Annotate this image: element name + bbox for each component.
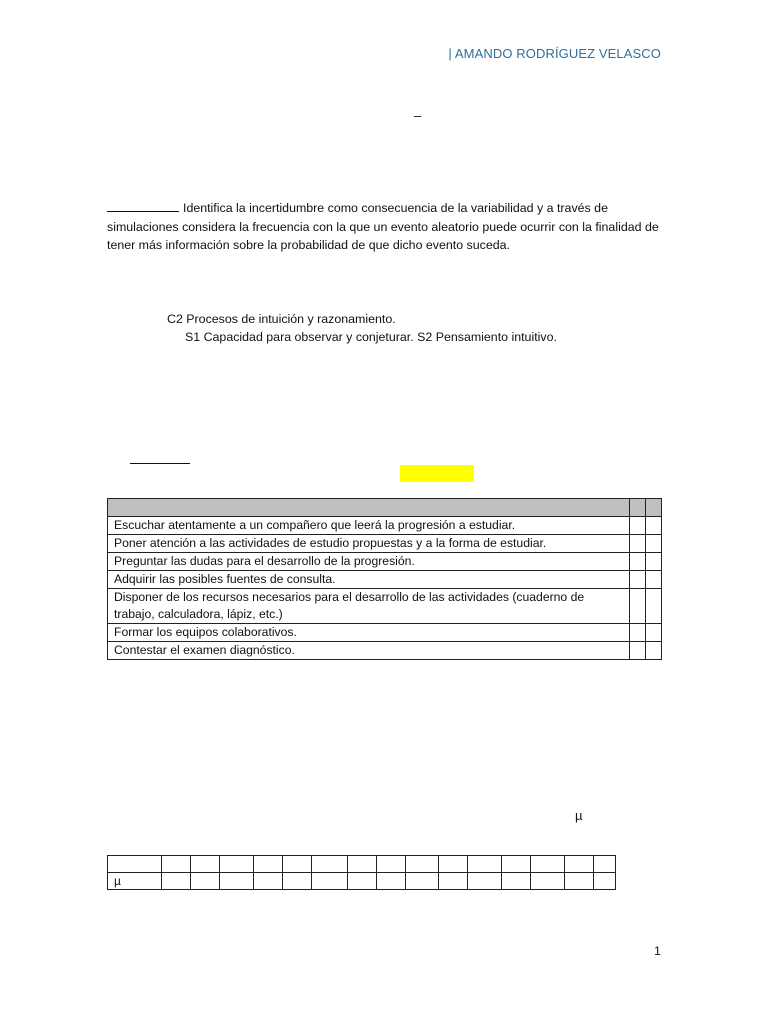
table-cell[interactable] [594, 856, 616, 873]
table-cell[interactable] [377, 873, 406, 890]
table-cell[interactable] [531, 856, 565, 873]
page-number: 1 [654, 944, 661, 958]
activity-label: Contestar el examen diagnóstico. [108, 642, 630, 660]
table-cell[interactable] [220, 856, 254, 873]
check-cell[interactable] [646, 642, 662, 660]
competency-s1-s2: S1 Capacidad para observar y conjeturar. S2 Pensamiento intuitivo. [185, 330, 557, 344]
table-cell[interactable] [162, 873, 191, 890]
check-cell[interactable] [630, 535, 646, 553]
table-cell[interactable] [283, 856, 312, 873]
table-cell[interactable] [406, 856, 439, 873]
table-cell[interactable] [283, 873, 312, 890]
check-cell[interactable] [646, 553, 662, 571]
table-row [108, 589, 662, 624]
table-cell[interactable] [565, 873, 594, 890]
table-cell[interactable] [348, 856, 377, 873]
check-cell[interactable] [630, 589, 646, 624]
fill-in-blank [107, 199, 179, 212]
table-cell[interactable] [254, 873, 283, 890]
table-cell[interactable] [439, 873, 468, 890]
table-row [108, 642, 662, 660]
header-cell [108, 499, 630, 517]
table-cell[interactable] [254, 856, 283, 873]
activity-label: Poner atención a las actividades de estudio propuestas y a la forma de estudiar. [108, 535, 630, 553]
table-row [108, 553, 662, 571]
check-cell[interactable] [646, 624, 662, 642]
table-cell[interactable] [406, 873, 439, 890]
mu-data-table [107, 855, 616, 890]
table-cell[interactable] [468, 873, 502, 890]
table-cell[interactable] [468, 856, 502, 873]
table-cell[interactable] [312, 873, 348, 890]
check-cell[interactable] [646, 571, 662, 589]
check-cell[interactable] [646, 589, 662, 624]
table-cell[interactable] [594, 873, 616, 890]
check-cell[interactable] [630, 553, 646, 571]
activity-label: Escuchar atentamente a un compañero que leerá la progresión a estudiar. [108, 517, 630, 535]
table-row [108, 517, 662, 535]
check-cell[interactable] [630, 517, 646, 535]
table-row [108, 571, 662, 589]
activities-table-header [108, 499, 662, 517]
mu-row-label: µ [108, 873, 162, 890]
activity-label: Adquirir las posibles fuentes de consulta. [108, 571, 630, 589]
table-row [108, 535, 662, 553]
table-cell[interactable] [531, 873, 565, 890]
check-cell[interactable] [630, 624, 646, 642]
learning-goal-text: Identifica la incertidumbre como consecuencia de la variabilidad y a través de simulaciones considera la frecuencia con la que un evento aleatorio puede ocurrir con la finalidad de tener más información sobre la probabilidad de que dicho evento suceda. [107, 201, 659, 252]
check-cell[interactable] [630, 642, 646, 660]
table-cell[interactable] [348, 873, 377, 890]
highlight-mark [400, 465, 474, 482]
table-cell[interactable] [191, 873, 220, 890]
competency-c2: C2 Procesos de intuición y razonamiento. [167, 312, 396, 326]
section-underline [130, 463, 190, 464]
title-dash: – [414, 108, 422, 123]
table-row [108, 873, 616, 890]
activity-label: Disponer de los recursos necesarios para el desarrollo de las actividades (cuaderno de trabajo, calculadora, lápiz, etc.) [108, 589, 630, 624]
table-cell[interactable] [312, 856, 348, 873]
table-row [108, 624, 662, 642]
mu-symbol: µ [575, 808, 583, 823]
header-check-cell [630, 499, 646, 517]
learning-goal-paragraph [107, 199, 662, 255]
activity-label: Preguntar las dudas para el desarrollo de la progresión. [108, 553, 630, 571]
table-cell[interactable] [439, 856, 468, 873]
table-cell[interactable] [108, 856, 162, 873]
check-cell[interactable] [646, 517, 662, 535]
header-author: | AMANDO RODRÍGUEZ VELASCO [448, 46, 661, 61]
table-cell[interactable] [502, 873, 531, 890]
table-cell[interactable] [220, 873, 254, 890]
check-cell[interactable] [646, 535, 662, 553]
activities-table [107, 498, 662, 660]
table-row [108, 856, 616, 873]
table-cell[interactable] [565, 856, 594, 873]
check-cell[interactable] [630, 571, 646, 589]
table-cell[interactable] [377, 856, 406, 873]
table-cell[interactable] [191, 856, 220, 873]
table-cell[interactable] [502, 856, 531, 873]
table-cell[interactable] [162, 856, 191, 873]
activity-label: Formar los equipos colaborativos. [108, 624, 630, 642]
header-check-cell [646, 499, 662, 517]
